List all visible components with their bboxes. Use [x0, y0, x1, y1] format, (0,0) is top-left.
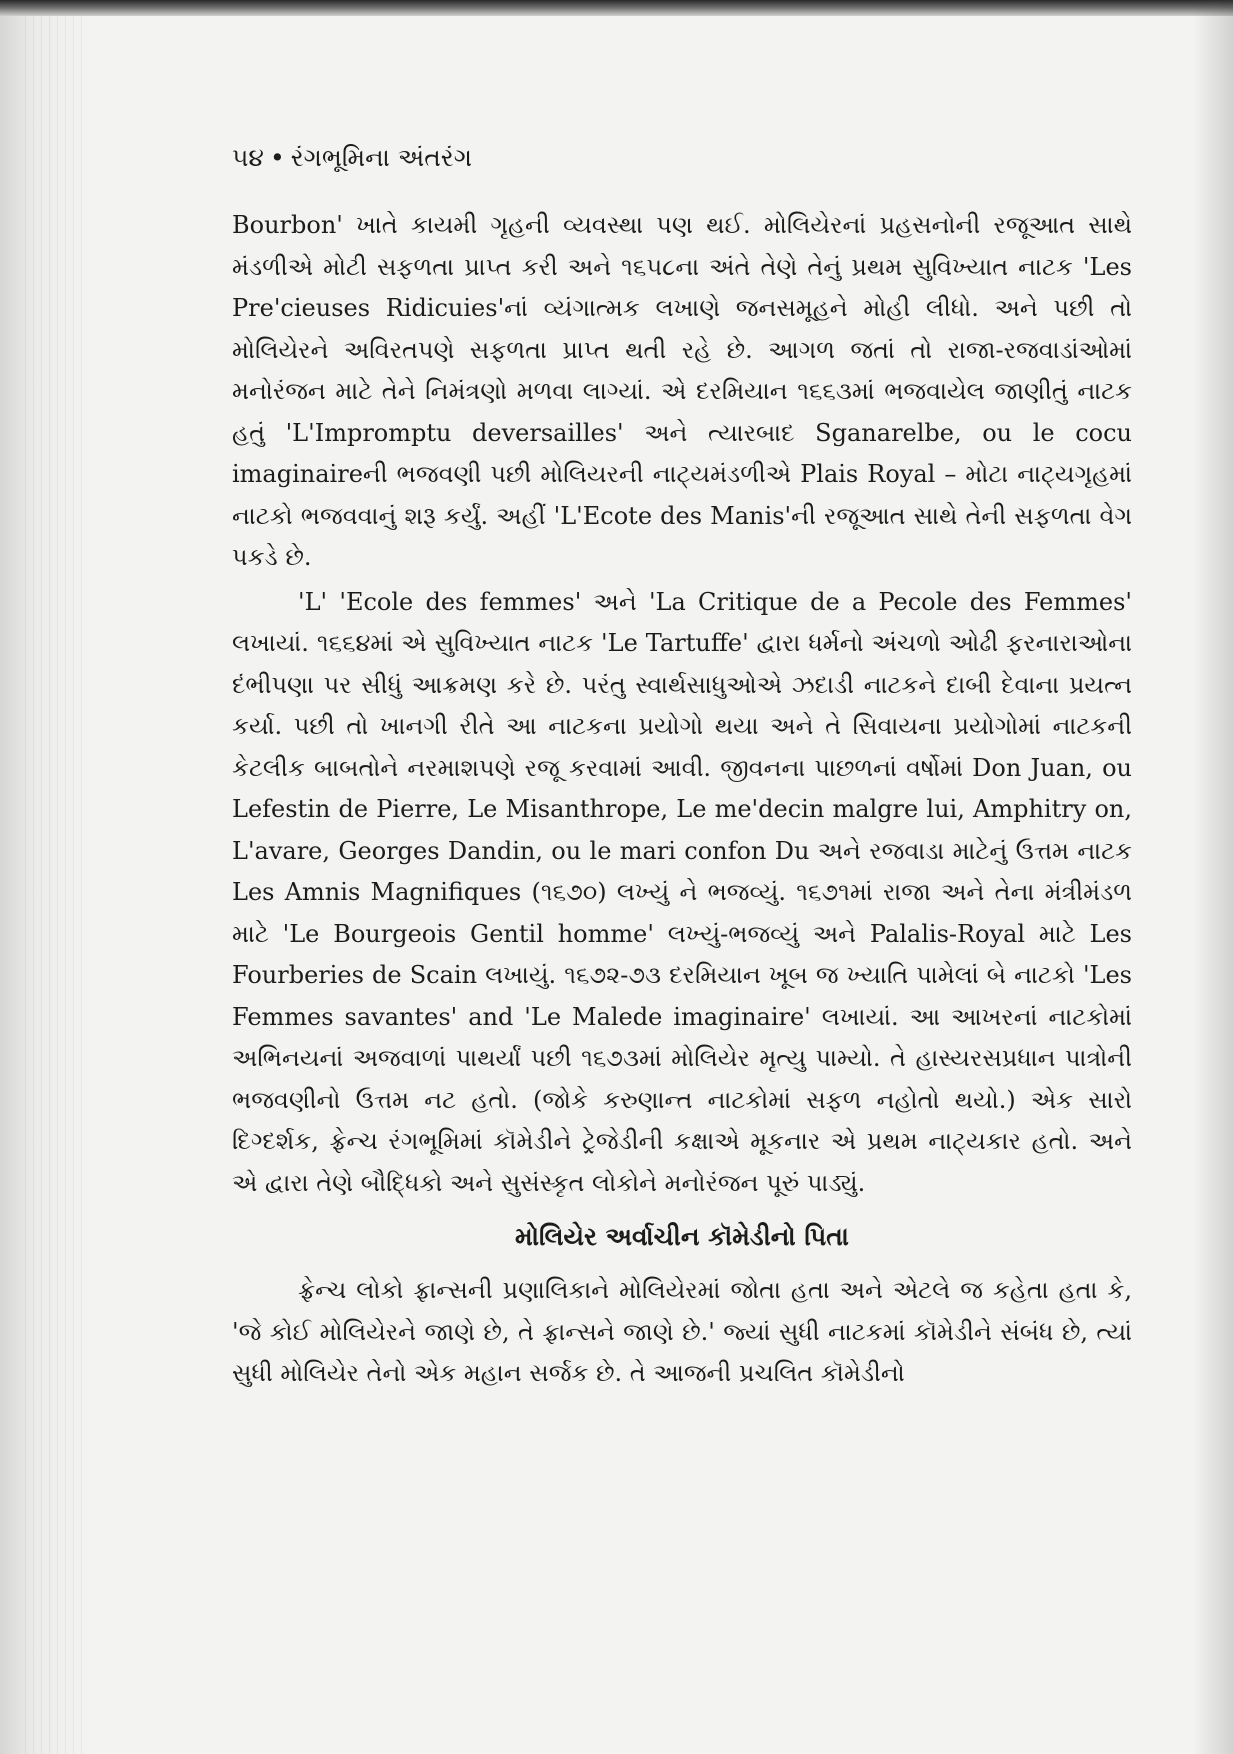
paragraph-2: 'L' 'Ecole des femmes' અને 'La Critique de a Pecole des Femmes' લખાયાં. ૧૬૬૪માં એ સુવિખ્યાત નાટક 'Le Tartuffe' દ્વારા ધર્મનો અંચળો ઓઢી ફરનારાઓના દંભીપણા પર સીધું આક્રમણ કરે છે. પરંતુ સ્વાર્થસાધુઓએ ઝદાડી નાટકને દાબી દેવાના પ્રયત્ન કર્યા. પછી તો ખાનગી રીતે આ નાટકના પ્રયોગો થયા અને તે સિવાયના પ્રયોગોમાં નાટકની કેટલીક બાબતોને નરમાશપણે રજૂ કરવામાં આવી. જીવનના પાછળનાં વર્ષોમાં Don Juan, ou Lefestin de Pierre, Le Misanthrope, Le me'decin malgre lui, Amphitry on, L'avare, Georges Dandin, ou le mari confon Du અને રજવાડા માટેનું ઉત્તમ નાટક Les Amnis Magnifiques (૧૬૭૦) લખ્યું ને ભજવ્યું. ૧૬૭૧માં રાજા અને તેના મંત્રીમંડળ માટે 'Le Bourgeois Gentil homme' લખ્યું-ભજવ્યું અને Palalis-Royal માટે Les Fourberies de Scain લખાયું. ૧૬૭૨-૭૩ દરમિયાન ખૂબ જ ખ્યાતિ પામેલાં બે નાટકો 'Les Femmes savantes' and 'Le Malede imaginaire' લખાયાં. આ આખરનાં નાટકોમાં અભિનયનાં અજવાળાં પાથર્યાં પછી ૧૬૭૩માં મોલિયેર મૃત્યુ પામ્યો. તે હાસ્યરસપ્રધાન પાત્રોની ભજવણીનો ઉત્તમ નટ હતો. (જોકે કરુણાન્ત નાટકોમાં સફળ નહોતો થયો.) એક સારો દિગ્દર્શક, ફ્રેન્ચ રંગભૂમિમાં કૉમેડીને ટ્રેજેડીની કક્ષાએ મૂકનાર એ પ્રથમ નાટ્યકાર હતો. અને એ દ્વારા તેણે બૌદ્ધિકો અને સુસંસ્કૃત લોકોને મનોરંજન પૂરું પાડ્યું. [232, 587, 1132, 1197]
scan-top-edge [0, 0, 1233, 16]
section-heading: મોલિયેર અર્વાચીન કૉમેડીનો પિતા [515, 1222, 849, 1251]
book-title: રંગભૂમિના અંતરંગ [290, 143, 472, 172]
scan-right-shadow [1193, 0, 1233, 1754]
running-head-separator: • [269, 143, 285, 172]
paragraph-1: Bourbon' ખાતે કાયમી ગૃહની વ્યવસ્થા પણ થઈ. મોલિયેરનાં પ્રહસનોની રજૂઆત સાથે મંડળીએ મોટી સફળતા પ્રાપ્ત કરી અને ૧૬૫૮ના અંતે તેણે તેનું પ્રથમ સુવિખ્યાત નાટક 'Les Pre'cieuses Ridicuies'નાં વ્યંગાત્મક લખાણે જનસમૂહને મોહી લીધો. અને પછી તો મોલિયેરને અવિરતપણે સફળતા પ્રાપ્ત થતી રહે છે. આગળ જતાં તો રાજા-રજવાડાંઓમાં મનોરંજન માટે તેને નિમંત્રણો મળવા લાગ્યાં. એ દરમિયાન ૧૬૬૩માં ભજવાયેલ જાણીતું નાટક હતું 'L'Impromptu deversailles' અને ત્યારબાદ Sganarelbe, ou le cocu imaginaireની ભજવણી પછી મોલિયરની નાટ્યમંડળીએ Plais Royal – મોટા નાટ્યગૃહમાં નાટકો ભજવવાનું શરૂ કર્યું. અહીં 'L'Ecote des Manis'ની રજૂઆત સાથે તેની સફળતા વેગ પકડે છે. [232, 211, 1132, 571]
running-head [232, 138, 1132, 178]
book-page [232, 138, 1132, 1395]
page-number: ૫૪ [232, 143, 264, 172]
book-page-edges [18, 14, 88, 1754]
section-paragraph: ફ્રેન્ચ લોકો ફ્રાન્સની પ્રણાલિકાને મોલિયેરમાં જોતા હતા અને એટલે જ કહેતા હતા કે, 'જે કોઈ મોલિયેરને જાણે છે, તે ફ્રાન્સને જાણે છે.' જ્યાં સુધી નાટકમાં કૉમેડીને સંબંધ છે, ત્યાં સુધી મોલિયેર તેનો એક મહાન સર્જક છે. તે આજની પ્રચલિત કૉમેડીનો [232, 1276, 1132, 1387]
